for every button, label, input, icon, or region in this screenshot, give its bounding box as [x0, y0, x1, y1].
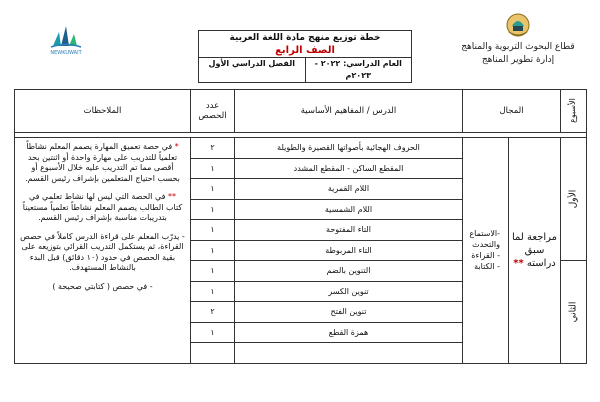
lesson-cell: الحروف الهجائية بأصواتها القصيرة والطويلة [235, 138, 463, 159]
lesson-cell: التنوين بالضم [235, 261, 463, 282]
academic-year: العام الدراسي: ٢٠٢٢ - ٢٠٢٣م [314, 59, 402, 80]
lesson-cell: اللام القمرية [235, 179, 463, 200]
count-cell [191, 343, 235, 364]
skills-cell [463, 138, 509, 364]
lesson-cell: التاء المفتوحة [235, 220, 463, 241]
domain-star: ** [513, 257, 524, 269]
lesson-cell: اللام الشمسية [235, 199, 463, 220]
domain-cell: مراجعة لما سبق دراسته ** [509, 138, 561, 364]
count-cell: ١ [191, 261, 235, 282]
plan-title-box [198, 30, 412, 83]
plan-title: خطة توزيع منهج مادة اللغة العربية [229, 33, 381, 43]
lesson-cell: همزة القطع [235, 322, 463, 343]
count-cell: ١ [191, 158, 235, 179]
lesson-cell: تنوين الفتح [235, 302, 463, 323]
kuwait-emblem-icon [505, 12, 531, 38]
skill-writing: - الكتابة [474, 262, 500, 272]
week-2-cell: الثاني [561, 261, 587, 364]
count-cell: ١ [191, 179, 235, 200]
col-notes: الملاحظات [15, 90, 191, 133]
new-kuwait-logo-icon [49, 22, 83, 50]
count-cell: ١ [191, 199, 235, 220]
term-label: الفصل الدراسي الأول [199, 58, 306, 82]
note-4: - في حصص ( كتابتي صحيحة ) [52, 281, 153, 291]
count-cell: ١ [191, 220, 235, 241]
new-kuwait-logo [44, 22, 88, 62]
col-week: الأسبوع [561, 90, 587, 133]
lesson-cell: المقطع الساكن - المقطع المشدد [235, 158, 463, 179]
ministry-sector: قطاع البحوث التربوية والمناهج [461, 42, 575, 52]
notes-cell [15, 138, 191, 364]
curriculum-plan-table [14, 89, 587, 364]
ministry-header [458, 12, 578, 67]
note-3: - يدرّب المعلم على قراءة الدرس كاملاً في حصص القراءة، ثم يستكمل التدريب القرائي بتوزيعه على بقية الحصص في حدود (١٠ دقائق) قبل البدء بالنشاط المستهدف. [20, 231, 185, 272]
lesson-cell: تنوين الكسر [235, 281, 463, 302]
count-cell: ١ [191, 322, 235, 343]
logo-caption: NEWKUWAIT [50, 50, 82, 56]
skill-reading: - القراءة [471, 251, 500, 261]
col-lesson: الدرس / المفاهيم الأساسية [235, 90, 463, 133]
note-1: * في حصة تعميق المهارة يصمم المعلم نشاطاً تعلمياً للتدريب على مهارة واحدة أو اثنتين بحد أقصى مما تم التدريب عليه خلال الأسبوع أو بحسب احتياج المتعلمين بإشراف رئيس القسم. [25, 142, 180, 183]
col-count: عدد الحصص [191, 90, 235, 133]
week-1-cell: الأول [561, 138, 587, 261]
count-cell: ١ [191, 240, 235, 261]
lesson-cell: التاء المربوطة [235, 240, 463, 261]
note-2: ** في الحصة التي ليس لها نشاط تعلمي في كتاب الطالب يصمم المعلم نشاطاً تعلمياً مستعيناً بتدريبات مناسبة بإشراف رئيس القسم. [22, 192, 183, 222]
count-cell: ٢ [191, 138, 235, 159]
skill-listening: -الاستماع والتحدث [469, 229, 500, 250]
ministry-department: إدارة تطوير المناهج [481, 55, 555, 65]
grade-title: الصف الرابع [275, 45, 335, 56]
table-row [15, 138, 587, 159]
count-cell: ٢ [191, 302, 235, 323]
count-cell: ١ [191, 281, 235, 302]
col-domain: المجال [463, 90, 561, 133]
lesson-cell [235, 343, 463, 364]
year-term-row [199, 57, 411, 82]
table-header-row [15, 90, 587, 133]
